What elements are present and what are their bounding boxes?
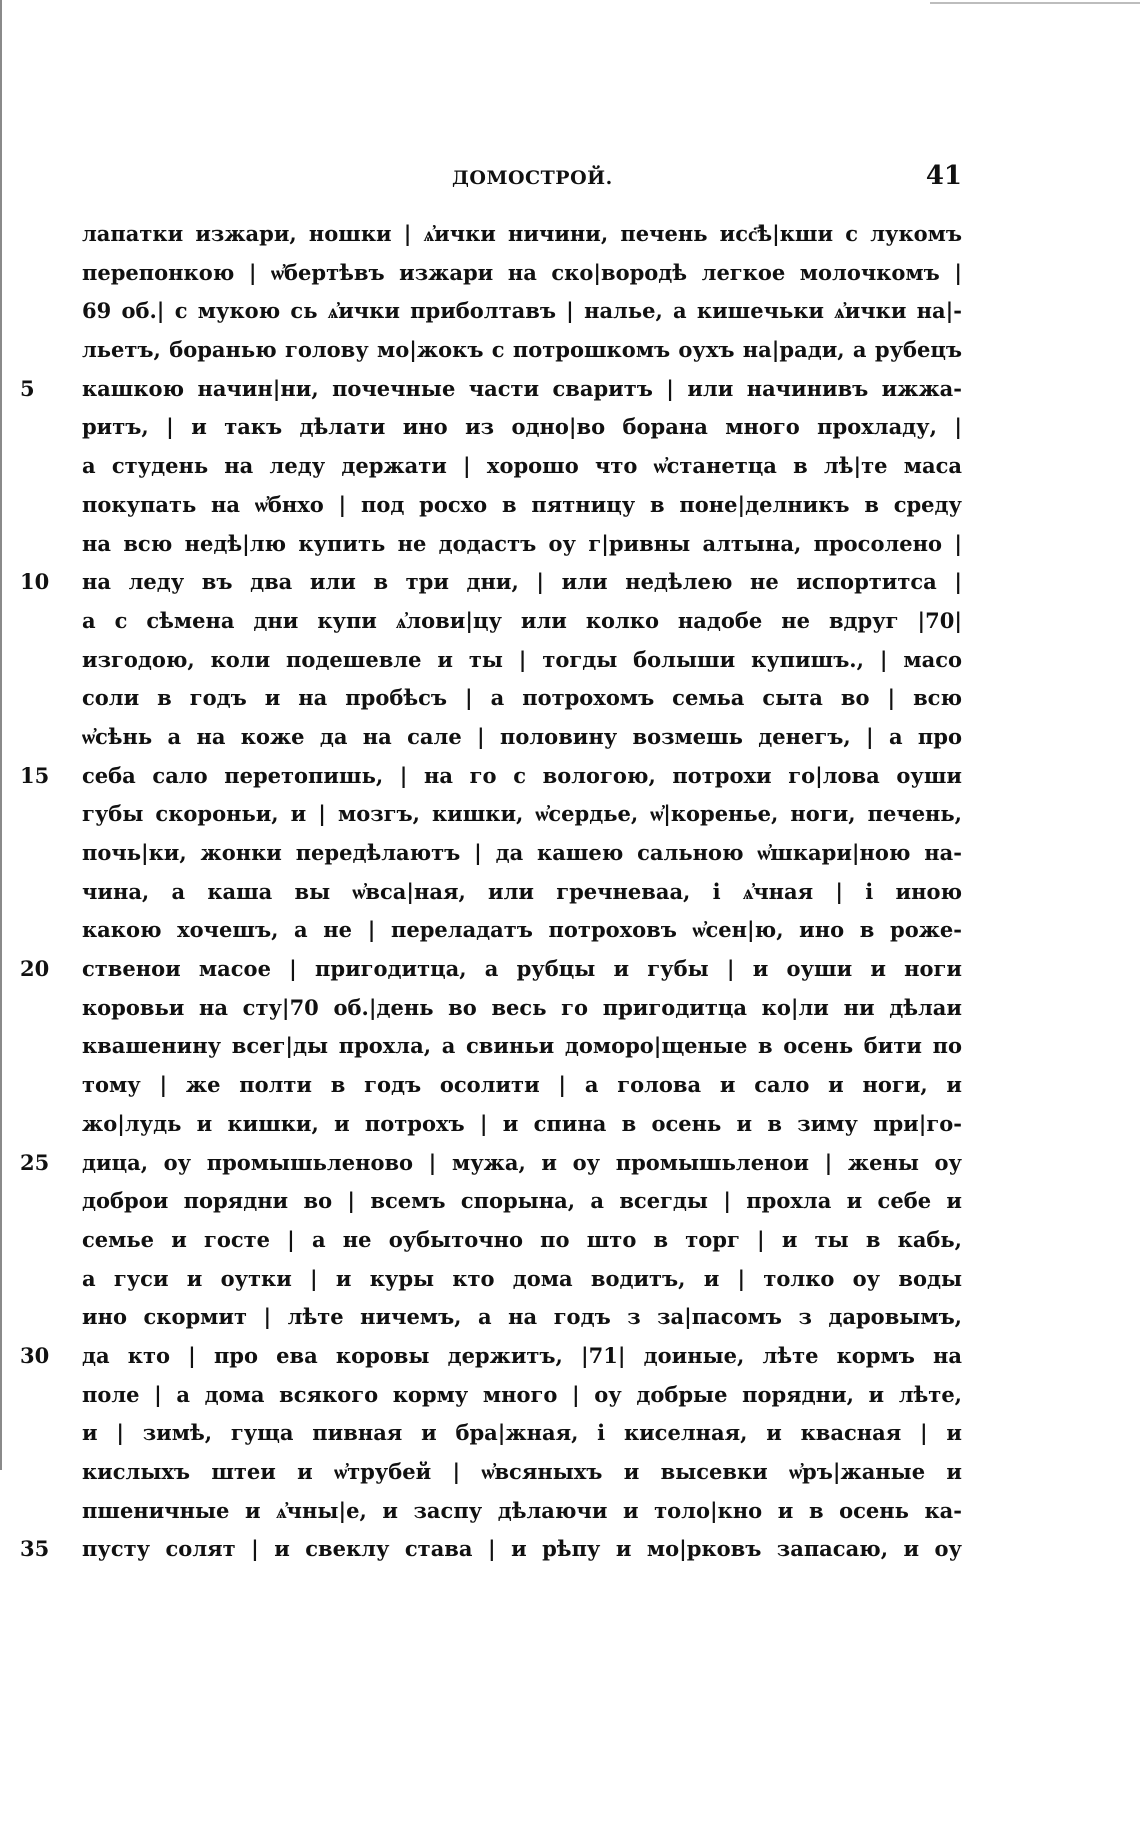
line-text: доброи порядни во | всемъ спорына, а всегды | прохла и себе и — [82, 1188, 962, 1214]
text-line — [0, 1417, 1140, 1456]
line-text: пусту солят | и свеклу става | и рѣпу и мо|рковъ запасаю, и оу — [82, 1536, 962, 1562]
line-number: 5 — [20, 375, 35, 401]
text-line — [0, 760, 1140, 799]
page-number: 41 — [925, 161, 962, 191]
text-line — [0, 334, 1140, 373]
line-text: почь|ки, жонки передѣлаютъ | да кашею сальною ѡ̓шкари|ною на- — [82, 840, 962, 865]
text-line — [0, 489, 1140, 528]
line-text: да кто | про ева коровы держитъ, |71| доиные, лѣте кормъ на — [82, 1342, 962, 1368]
line-text: 69 об.| с мукою сь ѧ̓ички приболтавъ | налье, а кишечьки ѧ̓ички на|- — [82, 298, 962, 324]
line-text: пшеничные и ѧ̓чны|е, и заспу дѣлаючи и толо|кно и в осень ка- — [82, 1497, 962, 1523]
running-title: ДОМОСТРОЙ. — [452, 167, 613, 189]
line-text: а студень на леду держати | хорошо что ѡ̓станетца в лѣ|те маса — [82, 453, 962, 479]
text-line — [0, 1495, 1140, 1534]
line-text: какою хочешъ, а не | переладатъ потроховъ ѡ̓сен|ю, ино в роже- — [82, 917, 962, 943]
text-line — [0, 1147, 1140, 1186]
line-text: тому | же полти в годъ осолити | а голова и сало и ноги, и — [82, 1072, 962, 1098]
text-line — [0, 721, 1140, 760]
text-line — [0, 218, 1140, 257]
text-line — [0, 605, 1140, 644]
line-number: 15 — [20, 762, 50, 788]
line-text: коровьи на сту|70 об.|день во весь го пригодитца ко|ли ни дѣлаи — [82, 994, 962, 1020]
line-text: ственои масое | пригодитца, а рубцы и губы | и оуши и ноги — [82, 956, 962, 982]
line-text: ритъ, | и такъ дѣлати ино из одно|во борана много прохладу, | — [82, 414, 962, 440]
line-text: ино скормит | лѣте ничемъ, а на годъ з за|пасомъ з даровымъ, — [82, 1304, 962, 1330]
line-text: кислыхъ штеи и ѡ̓трубей | ѡ̓всяныхъ и высевки ѡ̓ръ|жаные и — [82, 1459, 962, 1484]
line-number: 25 — [20, 1149, 50, 1175]
text-line — [0, 1379, 1140, 1418]
line-text: перепонкою | ѡ̓бертѣвъ изжари на ско|вородѣ легкое молочкомъ | — [82, 259, 962, 285]
text-line — [0, 876, 1140, 915]
text-line — [0, 1224, 1140, 1263]
line-text: на леду въ два или в три дни, | или недѣлею не испортитса | — [82, 569, 962, 595]
line-text: квашенину всег|ды прохла, а свиньи доморо|щеные в осень бити по — [82, 1033, 962, 1059]
line-text: губы скороньи, и | мозгъ, кишки, ѡ̓сердье, ѡ̓|коренье, ноги, печень, — [82, 801, 962, 827]
text-line — [0, 257, 1140, 296]
line-text: себа сало перетопишь, | на го с вологою, потрохи го|лова оуши — [82, 762, 962, 788]
text-line — [0, 411, 1140, 450]
text-line — [0, 566, 1140, 605]
line-text: соли в годъ и на пробѣсъ | а потрохомъ семьа сыта во | всю — [82, 685, 962, 711]
text-line — [0, 1185, 1140, 1224]
text-block — [0, 218, 1140, 1572]
line-text: семье и госте | а не оубыточно по што в торг | и ты в кабь, — [82, 1226, 962, 1252]
line-text: лапатки изжари, ношки | ѧ̓ички ничини, печень исс҃ѣ|кши с лукомъ — [82, 221, 962, 246]
line-text: на всю недѣ|лю купить не додастъ оу г|ривны алтына, просолено | — [82, 530, 962, 556]
text-line — [0, 1263, 1140, 1302]
line-text: покупать на ѡ̓бнхо | под росхо в пятницу в поне|делникъ в среду — [82, 491, 962, 517]
text-line — [0, 992, 1140, 1031]
line-text: и | зимѣ, гуща пивная и бра|жная, і киселная, и квасная | и — [82, 1420, 962, 1446]
page-header — [82, 161, 962, 205]
line-number: 35 — [20, 1536, 50, 1562]
text-line — [0, 1340, 1140, 1379]
line-text: ѡ̓сѣнь а на коже да на сале | половину возмешь денегъ, | а про — [82, 723, 962, 749]
text-line — [0, 682, 1140, 721]
text-line — [0, 295, 1140, 334]
line-number: 30 — [20, 1342, 50, 1368]
text-line — [0, 1533, 1140, 1572]
line-text: а с сѣмена дни купи ѧ̓лови|цу или колко надобе не вдруг |70| — [82, 607, 962, 633]
line-text: льетъ, боранью голову мо|жокъ с потрошкомъ оухъ на|ради, а рубецъ — [82, 337, 962, 363]
text-line — [0, 1108, 1140, 1147]
text-line — [0, 528, 1140, 567]
line-number: 20 — [20, 956, 50, 982]
line-text: кашкою начин|ни, почечные части сваритъ | или начинивъ ижжа- — [82, 375, 962, 401]
text-line — [0, 373, 1140, 412]
line-text: жо|лудь и кишки, и потрохъ | и спина в осень и в зиму при|го- — [82, 1110, 962, 1136]
line-text: поле | а дома всякого корму много | оу добрые порядни, и лѣте, — [82, 1381, 962, 1407]
line-text: а гуси и оутки | и куры кто дома водитъ, и | толко оу воды — [82, 1265, 962, 1291]
text-line — [0, 450, 1140, 489]
text-line — [0, 798, 1140, 837]
line-text: дица, оу промышьленово | мужа, и оу промышьленои | жены оу — [82, 1149, 962, 1175]
text-line — [0, 914, 1140, 953]
line-number: 10 — [20, 569, 50, 595]
text-line — [0, 1030, 1140, 1069]
line-text: чина, а каша вы ѡ̓вса|ная, или гречневаа, і ѧ̓чная | і иною — [82, 878, 962, 904]
text-line — [0, 953, 1140, 992]
top-right-rule — [930, 2, 1140, 4]
text-line — [0, 1301, 1140, 1340]
text-line — [0, 837, 1140, 876]
text-line — [0, 644, 1140, 683]
text-line — [0, 1456, 1140, 1495]
text-line — [0, 1069, 1140, 1108]
line-text: изгодою, коли подешевле и ты | тогды болыши купишъ., | масо — [82, 646, 962, 672]
